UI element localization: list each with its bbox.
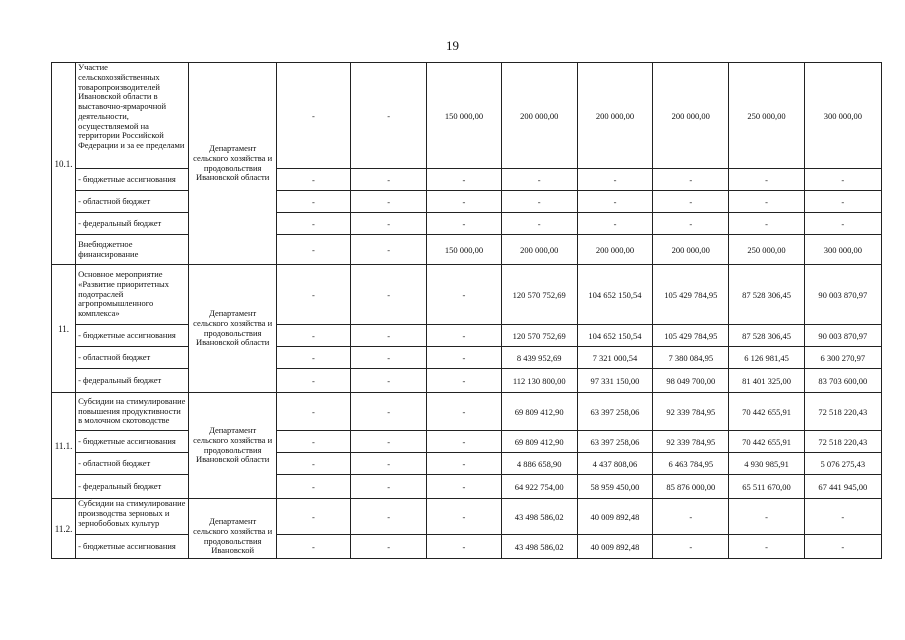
- amount-cell: 83 703 600,00: [804, 369, 881, 393]
- amount-cell: -: [276, 213, 350, 235]
- amount-cell: 150 000,00: [427, 235, 501, 265]
- amount-cell: -: [351, 431, 427, 453]
- amount-cell: 72 518 220,43: [804, 393, 881, 431]
- amount-cell: -: [729, 191, 804, 213]
- amount-cell: -: [427, 169, 501, 191]
- amount-cell: -: [351, 535, 427, 559]
- amount-cell: -: [351, 475, 427, 499]
- amount-cell: 70 442 655,91: [729, 431, 804, 453]
- amount-cell: 69 809 412,90: [501, 393, 577, 431]
- amount-cell: 300 000,00: [804, 63, 881, 169]
- amount-cell: 69 809 412,90: [501, 431, 577, 453]
- amount-cell: -: [351, 325, 427, 347]
- amount-cell: -: [501, 169, 577, 191]
- amount-cell: 104 652 150,54: [577, 325, 652, 347]
- amount-cell: -: [653, 499, 729, 535]
- amount-cell: -: [427, 393, 501, 431]
- amount-cell: 58 959 450,00: [577, 475, 652, 499]
- funding-source-label: - областной бюджет: [76, 453, 189, 475]
- table-row: [52, 475, 882, 499]
- table-row: [52, 453, 882, 475]
- amount-cell: -: [729, 169, 804, 191]
- table-row: [52, 265, 882, 325]
- amount-cell: 120 570 752,69: [501, 265, 577, 325]
- amount-cell: -: [427, 347, 501, 369]
- amount-cell: -: [351, 213, 427, 235]
- amount-cell: -: [729, 213, 804, 235]
- amount-cell: 250 000,00: [729, 235, 804, 265]
- section-code: 11.1.: [52, 393, 76, 499]
- amount-cell: 64 922 754,00: [501, 475, 577, 499]
- amount-cell: 4 930 985,91: [729, 453, 804, 475]
- amount-cell: -: [351, 63, 427, 169]
- amount-cell: -: [427, 499, 501, 535]
- amount-cell: 7 321 000,54: [577, 347, 652, 369]
- measure-title: Субсидии на стимулирование производства зерновых и зернобобовых культур: [76, 499, 189, 535]
- amount-cell: 70 442 655,91: [729, 393, 804, 431]
- amount-cell: 97 331 150,00: [577, 369, 652, 393]
- amount-cell: 7 380 084,95: [653, 347, 729, 369]
- amount-cell: 200 000,00: [577, 235, 652, 265]
- table-row: [52, 213, 882, 235]
- amount-cell: -: [276, 63, 350, 169]
- amount-cell: 87 528 306,45: [729, 265, 804, 325]
- funding-source-label: - федеральный бюджет: [76, 369, 189, 393]
- amount-cell: -: [427, 535, 501, 559]
- amount-cell: -: [276, 325, 350, 347]
- amount-cell: -: [351, 235, 427, 265]
- amount-cell: 250 000,00: [729, 63, 804, 169]
- amount-cell: -: [351, 347, 427, 369]
- amount-cell: -: [276, 453, 350, 475]
- amount-cell: -: [276, 499, 350, 535]
- amount-cell: 4 886 658,90: [501, 453, 577, 475]
- amount-cell: 105 429 784,95: [653, 265, 729, 325]
- amount-cell: -: [427, 475, 501, 499]
- amount-cell: -: [804, 499, 881, 535]
- amount-cell: -: [351, 393, 427, 431]
- table-row: [52, 369, 882, 393]
- funding-source-label: - бюджетные ассигнования: [76, 325, 189, 347]
- amount-cell: -: [577, 213, 652, 235]
- responsible-department: Департамент сельского хозяйства и продовольствия Ивановской области: [189, 63, 276, 265]
- amount-cell: -: [276, 169, 350, 191]
- amount-cell: -: [427, 325, 501, 347]
- amount-cell: -: [351, 191, 427, 213]
- amount-cell: 112 130 800,00: [501, 369, 577, 393]
- amount-cell: 63 397 258,06: [577, 393, 652, 431]
- amount-cell: 4 437 808,06: [577, 453, 652, 475]
- amount-cell: 87 528 306,45: [729, 325, 804, 347]
- amount-cell: -: [729, 499, 804, 535]
- amount-cell: 92 339 784,95: [653, 431, 729, 453]
- table-row: [52, 431, 882, 453]
- section-code: 10.1.: [52, 63, 76, 265]
- amount-cell: -: [653, 191, 729, 213]
- amount-cell: 200 000,00: [577, 63, 652, 169]
- amount-cell: 40 009 892,48: [577, 535, 652, 559]
- table-row: [52, 191, 882, 213]
- amount-cell: 150 000,00: [427, 63, 501, 169]
- page-number: 19: [446, 38, 459, 53]
- table-row: [52, 535, 882, 559]
- amount-cell: 6 300 270,97: [804, 347, 881, 369]
- amount-cell: 90 003 870,97: [804, 265, 881, 325]
- amount-cell: -: [804, 169, 881, 191]
- amount-cell: 200 000,00: [653, 63, 729, 169]
- amount-cell: 200 000,00: [501, 63, 577, 169]
- section-code: 11.: [52, 265, 76, 393]
- table-row: [52, 169, 882, 191]
- table-row: [52, 235, 882, 265]
- funding-source-label: - бюджетные ассигнования: [76, 169, 189, 191]
- table-row: [52, 347, 882, 369]
- amount-cell: 65 511 670,00: [729, 475, 804, 499]
- amount-cell: -: [276, 475, 350, 499]
- amount-cell: -: [276, 265, 350, 325]
- funding-source-label: - бюджетные ассигнования: [76, 535, 189, 559]
- table-row: [52, 393, 882, 431]
- responsible-department: Департамент сельского хозяйства и продовольствия Ивановской: [189, 499, 276, 559]
- amount-cell: -: [427, 369, 501, 393]
- amount-cell: -: [577, 191, 652, 213]
- amount-cell: -: [351, 265, 427, 325]
- responsible-department: Департамент сельского хозяйства и продовольствия Ивановской области: [189, 265, 276, 393]
- amount-cell: -: [351, 169, 427, 191]
- funding-source-label: - областной бюджет: [76, 191, 189, 213]
- amount-cell: 98 049 700,00: [653, 369, 729, 393]
- amount-cell: 90 003 870,97: [804, 325, 881, 347]
- amount-cell: -: [276, 235, 350, 265]
- amount-cell: 105 429 784,95: [653, 325, 729, 347]
- table-row: [52, 499, 882, 535]
- amount-cell: 72 518 220,43: [804, 431, 881, 453]
- amount-cell: -: [653, 169, 729, 191]
- funding-source-label: - федеральный бюджет: [76, 475, 189, 499]
- amount-cell: -: [276, 535, 350, 559]
- budget-table: [51, 62, 882, 559]
- funding-source-label: - федеральный бюджет: [76, 213, 189, 235]
- amount-cell: 200 000,00: [501, 235, 577, 265]
- amount-cell: -: [729, 535, 804, 559]
- amount-cell: 40 009 892,48: [577, 499, 652, 535]
- amount-cell: 43 498 586,02: [501, 535, 577, 559]
- amount-cell: -: [351, 369, 427, 393]
- amount-cell: 85 876 000,00: [653, 475, 729, 499]
- amount-cell: 43 498 586,02: [501, 499, 577, 535]
- amount-cell: -: [427, 265, 501, 325]
- amount-cell: -: [427, 213, 501, 235]
- amount-cell: -: [501, 213, 577, 235]
- amount-cell: 6 463 784,95: [653, 453, 729, 475]
- amount-cell: 63 397 258,06: [577, 431, 652, 453]
- amount-cell: -: [804, 191, 881, 213]
- amount-cell: -: [276, 347, 350, 369]
- amount-cell: 6 126 981,45: [729, 347, 804, 369]
- amount-cell: 81 401 325,00: [729, 369, 804, 393]
- amount-cell: -: [276, 393, 350, 431]
- responsible-department: Департамент сельского хозяйства и продовольствия Ивановской области: [189, 393, 276, 499]
- funding-source-label: - бюджетные ассигнования: [76, 431, 189, 453]
- measure-title: Участие сельскохозяйственных товаропроизводителей Ивановской области в выставочно-ярмарочной деятельности, осуществляемой на территории Российской Федерации и за ее пределами: [76, 63, 189, 169]
- amount-cell: -: [501, 191, 577, 213]
- amount-cell: -: [804, 535, 881, 559]
- table-row: [52, 325, 882, 347]
- amount-cell: 120 570 752,69: [501, 325, 577, 347]
- amount-cell: 5 076 275,43: [804, 453, 881, 475]
- amount-cell: -: [804, 213, 881, 235]
- table-row: [52, 63, 882, 169]
- amount-cell: 8 439 952,69: [501, 347, 577, 369]
- amount-cell: -: [427, 191, 501, 213]
- funding-source-label: Внебюджетное финансирование: [76, 235, 189, 265]
- amount-cell: -: [653, 535, 729, 559]
- section-code: 11.2.: [52, 499, 76, 559]
- amount-cell: -: [653, 213, 729, 235]
- amount-cell: 200 000,00: [653, 235, 729, 265]
- amount-cell: -: [577, 169, 652, 191]
- amount-cell: -: [351, 499, 427, 535]
- amount-cell: 67 441 945,00: [804, 475, 881, 499]
- amount-cell: -: [276, 369, 350, 393]
- measure-title: Основное мероприятие «Развитие приоритетных подотраслей агропромышленного комплекса»: [76, 265, 189, 325]
- measure-title: Субсидии на стимулирование повышения продуктивности в молочном скотоводстве: [76, 393, 189, 431]
- amount-cell: -: [351, 453, 427, 475]
- amount-cell: 92 339 784,95: [653, 393, 729, 431]
- amount-cell: 300 000,00: [804, 235, 881, 265]
- amount-cell: -: [427, 431, 501, 453]
- amount-cell: -: [427, 453, 501, 475]
- funding-source-label: - областной бюджет: [76, 347, 189, 369]
- amount-cell: 104 652 150,54: [577, 265, 652, 325]
- amount-cell: -: [276, 191, 350, 213]
- amount-cell: -: [276, 431, 350, 453]
